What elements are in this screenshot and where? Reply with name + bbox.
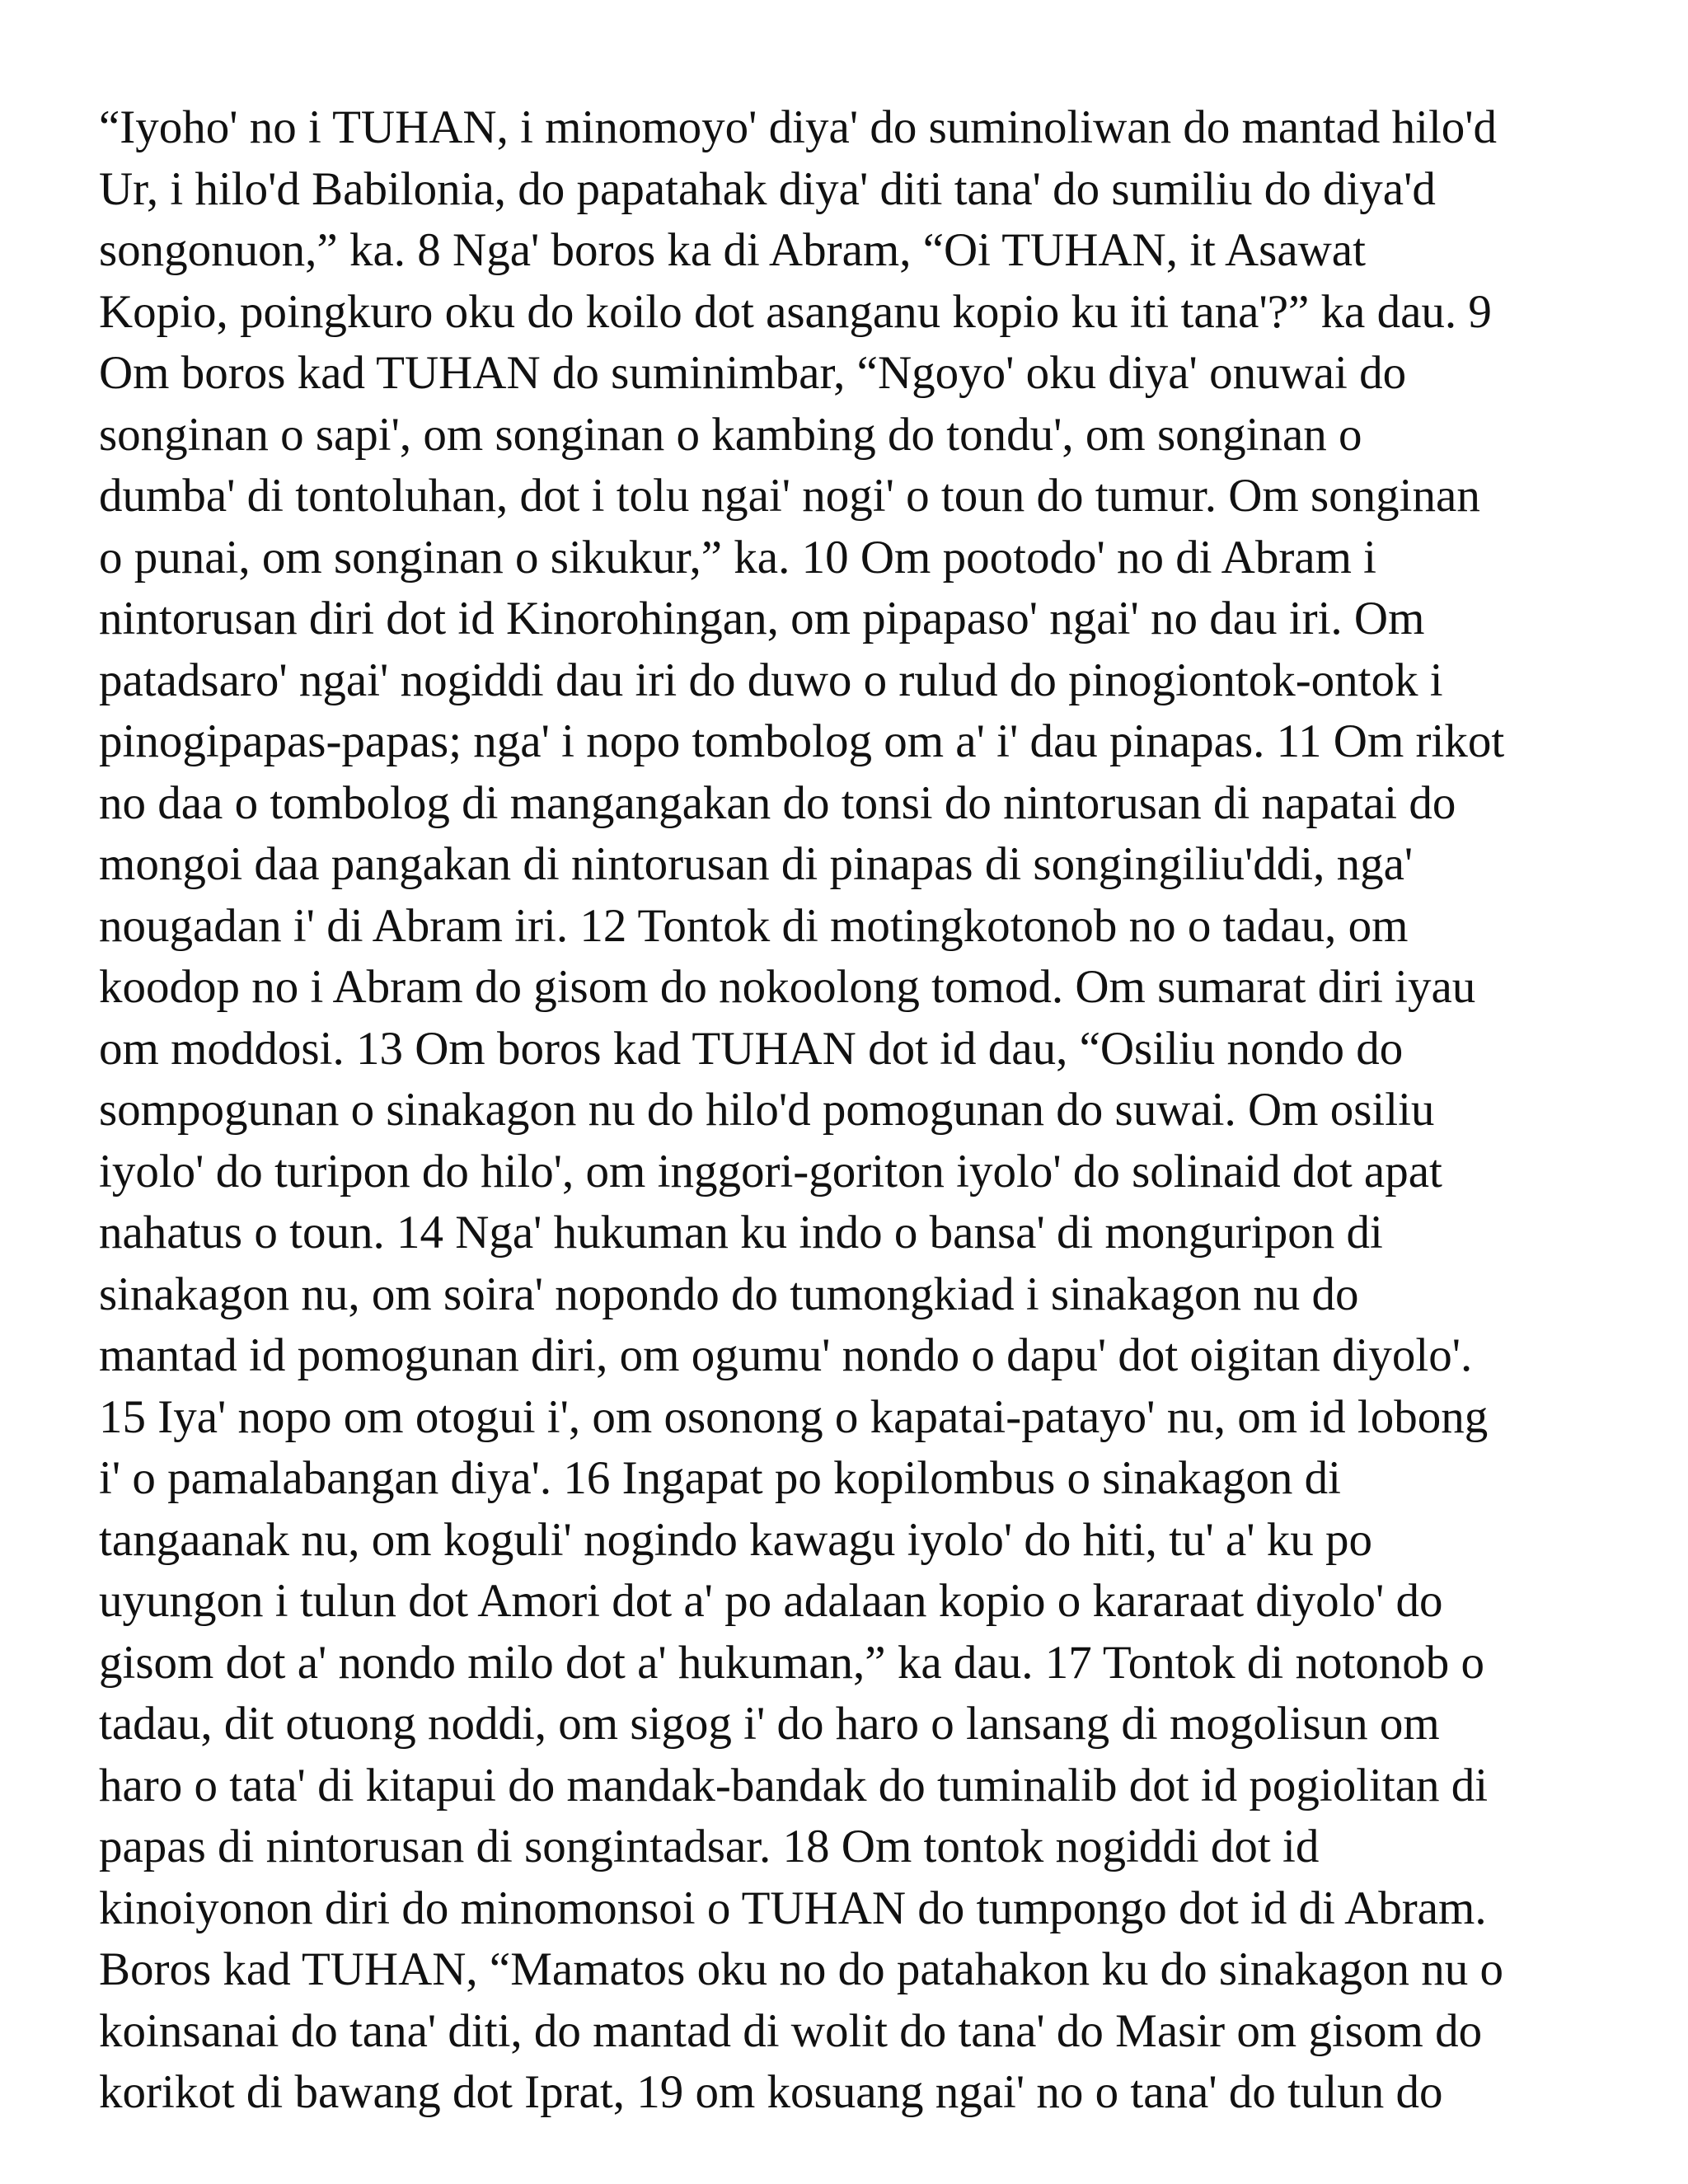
text-line: Ur, i hilo'd Babilonia, do papatahak diya' diti tana' do sumiliu do diya'd: [99, 162, 1436, 215]
text-line: 15 Iya' nopo om otogui i', om osonong o kapatai-patayo' nu, om id lobong: [99, 1390, 1489, 1443]
text-line: haro o tata' di kitapui do mandak-bandak do tuminalib dot id pogiolitan di: [99, 1759, 1489, 1811]
text-line: Om boros kad TUHAN do suminimbar, “Ngoyo' oku diya' onuwai do: [99, 347, 1407, 399]
text-line: iyolo' do turipon do hilo', om inggori-goriton iyolo' do solinaid dot apat: [99, 1145, 1442, 1197]
text-line: pinogipapas-papas; nga' i nopo tombolog om a' i' dau pinapas. 11 Om rikot: [99, 715, 1505, 767]
text-line: uyungon i tulun dot Amori dot a' po adalaan kopio o kararaat diyolo' do: [99, 1575, 1443, 1627]
text-line: kinoiyonon diri do minomonsoi o TUHAN do tumpongo dot id di Abram.: [99, 1882, 1487, 1934]
text-line: tangaanak nu, om koguli' nogindo kawagu iyolo' do hiti, tu' a' ku po: [99, 1513, 1373, 1566]
text-line: nintorusan diri dot id Kinorohingan, om pipapaso' ngai' no dau iri. Om: [99, 593, 1425, 644]
body-text: [99, 97, 1624, 2124]
text-line: dumba' di tontoluhan, dot i tolu ngai' nogi' o toun do tumur. Om songinan: [99, 470, 1480, 522]
text-line: sinakagon nu, om soira' nopondo do tumongkiad i sinakagon nu do: [99, 1268, 1359, 1320]
text-line: korikot di bawang dot Iprat, 19 om kosuang ngai' no o tana' do tulun do: [99, 2066, 1443, 2118]
text-line: patadsaro' ngai' nogiddi dau iri do duwo o rulud do pinogiontok-ontok i: [99, 654, 1443, 706]
text-line: mongoi daa pangakan di nintorusan di pinapas di songingiliu'ddi, nga': [99, 838, 1414, 890]
text-line: gisom dot a' nondo milo dot a' hukuman,” ka dau. 17 Tontok di notonob o: [99, 1636, 1485, 1689]
text-line: nahatus o toun. 14 Nga' hukuman ku indo o bansa' di monguripon di: [99, 1207, 1383, 1258]
text-line: o punai, om songinan o sikukur,” ka. 10 Om pootodo' no di Abram i: [99, 531, 1377, 583]
text-line: tadau, dit otuong noddi, om sigog i' do haro o lansang di mogolisun om: [99, 1698, 1440, 1750]
text-line: songinan o sapi', om songinan o kambing do tondu', om songinan o: [99, 408, 1362, 461]
text-line: sompogunan o sinakagon nu do hilo'd pomogunan do suwai. Om osiliu: [99, 1084, 1435, 1136]
text-line: koodop no i Abram do gisom do nokoolong tomod. Om sumarat diri iyau: [99, 961, 1476, 1013]
text-line: papas di nintorusan di songintadsar. 18 Om tontok nogiddi dot id: [99, 1821, 1320, 1872]
text-line: om moddosi. 13 Om boros kad TUHAN dot id dau, “Osiliu nondo do: [99, 1022, 1404, 1075]
text-line: nougadan i' di Abram iri. 12 Tontok di motingkotonob no o tadau, om: [99, 899, 1409, 952]
text-line: “Iyoho' no i TUHAN, i minomoyo' diya' do suminoliwan do mantad hilo'd: [99, 101, 1498, 153]
text-line: no daa o tombolog di mangangakan do tonsi do nintorusan di napatai do: [99, 776, 1456, 829]
text-line: mantad id pomogunan diri, om ogumu' nondo o dapu' dot oigitan diyolo'.: [99, 1329, 1473, 1381]
text-line: songonuon,” ka. 8 Nga' boros ka di Abram, “Oi TUHAN, it Asawat: [99, 224, 1366, 276]
text-line: Boros kad TUHAN, “Mamatos oku no do patahakon ku do sinakagon nu o: [99, 1943, 1503, 1995]
text-line: Kopio, poingkuro oku do koilo dot asanganu kopio ku iti tana'?” ka dau. 9: [99, 285, 1492, 338]
text-line: koinsanai do tana' diti, do mantad di wolit do tana' do Masir om gisom do: [99, 2004, 1483, 2057]
text-line: i' o pamalabangan diya'. 16 Ingapat po kopilombus o sinakagon di: [99, 1452, 1341, 1504]
